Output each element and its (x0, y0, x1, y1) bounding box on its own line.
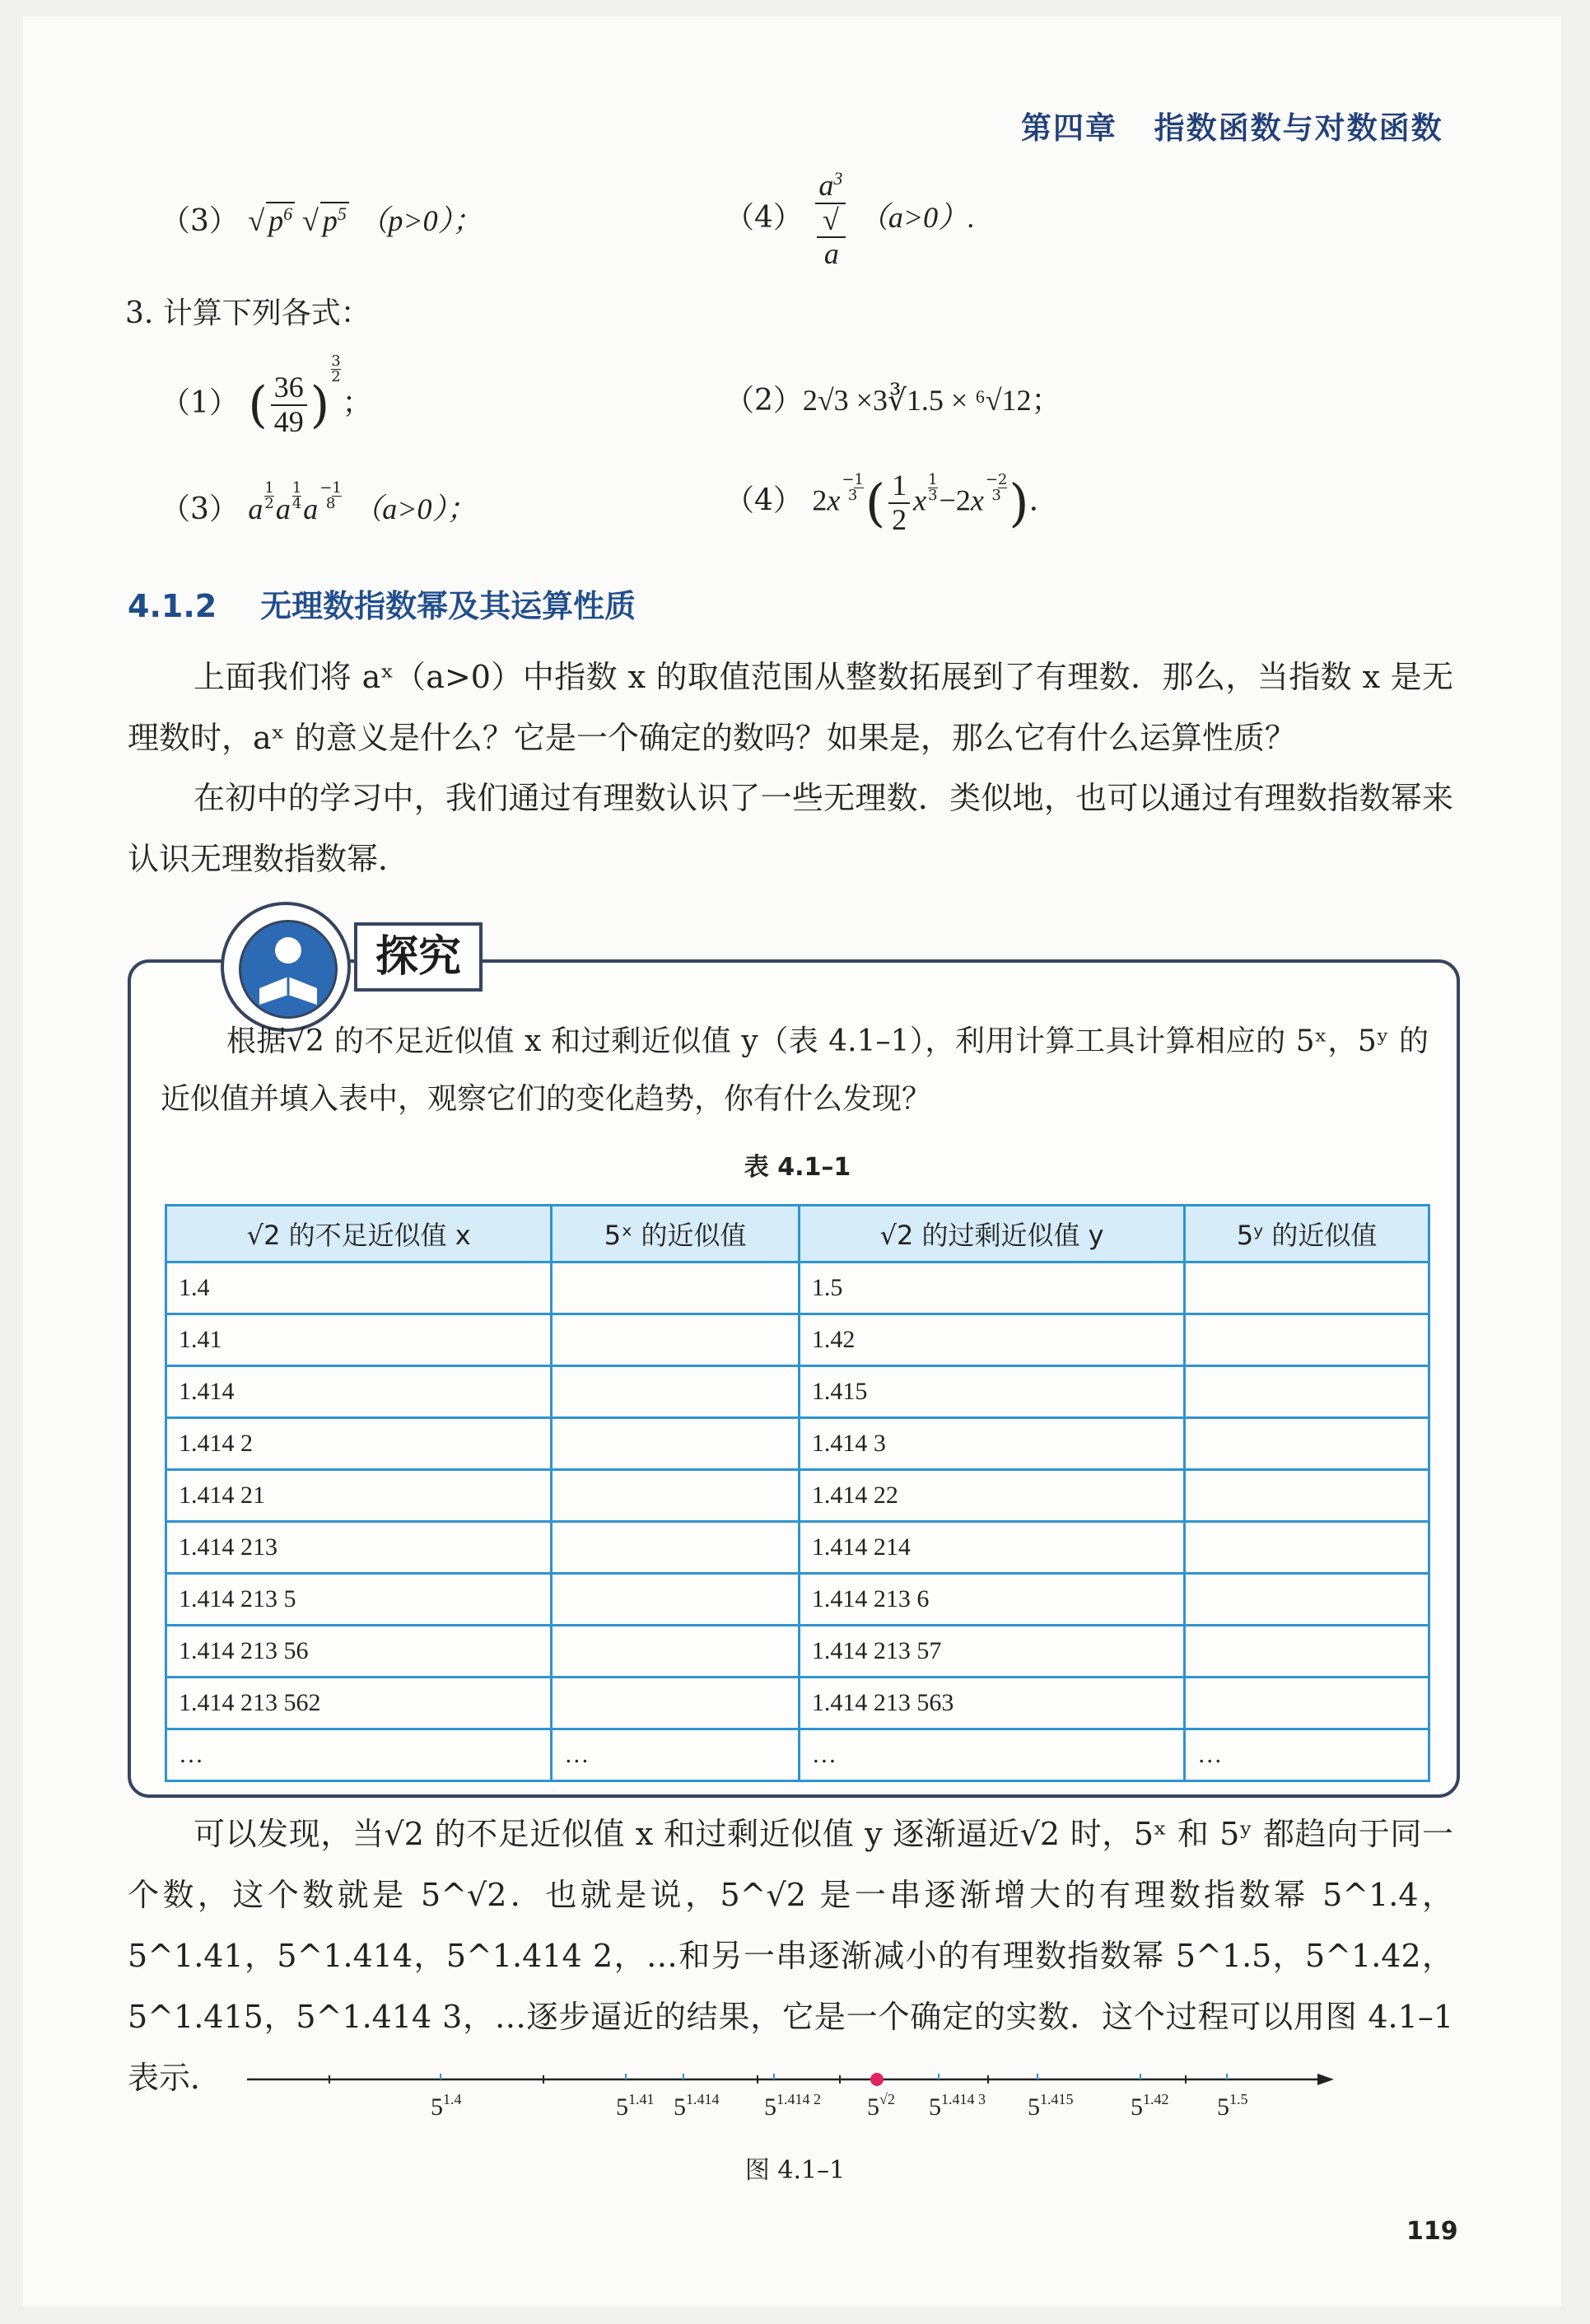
table-row (166, 1678, 1429, 1729)
table-cell: 1.41 (166, 1314, 552, 1366)
item-label: （3） (161, 204, 239, 238)
table-cell: 1.414 213 563 (799, 1678, 1184, 1729)
table-cell: … (799, 1729, 1184, 1781)
table-cell[interactable] (1185, 1470, 1429, 1522)
table-cell[interactable] (552, 1366, 800, 1418)
number-line-figure (247, 2059, 1350, 2149)
table-cell[interactable] (552, 1314, 800, 1366)
table-cell[interactable] (552, 1626, 800, 1678)
table-cell: 1.414 21 (166, 1470, 552, 1522)
table-cell: 1.414 213 (166, 1522, 552, 1574)
page-number: 119 (1406, 2217, 1458, 2246)
intro-paragraph-2: 在初中的学习中，我们通过有理数认识了一些无理数．类似地，也可以通过有理数指数幂来认识无理数指数幂． (128, 780, 1453, 877)
table-cell: 1.415 (799, 1366, 1184, 1418)
table-cell[interactable] (1185, 1366, 1429, 1418)
table-cell: 1.42 (799, 1314, 1184, 1366)
item-label: （1） (161, 386, 239, 420)
section-heading (128, 581, 636, 626)
exponent-denominator: 2 (331, 368, 341, 385)
item-label: （3） (161, 492, 239, 526)
item-label: （4） (725, 483, 803, 518)
table-caption: 表 4.1–1 (744, 1153, 851, 1182)
figure-caption: 图 4.1–1 (744, 2156, 846, 2185)
table-cell: 1.414 3 (799, 1418, 1184, 1470)
table-cell[interactable] (1185, 1418, 1429, 1470)
item-condition: （a>0）. (858, 200, 976, 234)
table-cell: … (1185, 1729, 1429, 1781)
column-header: 5ˣ 的近似值 (552, 1206, 800, 1262)
table-row (166, 1626, 1429, 1678)
power-label: $5^{1.41}$ (616, 2091, 655, 2121)
table-cell[interactable] (552, 1678, 800, 1729)
table-cell: 1.414 213 5 (166, 1574, 552, 1626)
table-row (166, 1262, 1429, 1314)
table-cell[interactable] (1185, 1626, 1429, 1678)
fraction-denominator: 49 (273, 405, 304, 438)
table-cell[interactable] (552, 1522, 800, 1574)
column-header: √2 的过剩近似值 y (799, 1206, 1184, 1262)
table-row (166, 1470, 1429, 1522)
table-cell[interactable] (552, 1574, 800, 1626)
approximation-table (165, 1204, 1430, 1782)
fraction-numerator: 36 (271, 371, 307, 406)
power-label: $5^{1.4}$ (431, 2091, 462, 2121)
table-cell[interactable] (1185, 1574, 1429, 1626)
table-row (166, 1729, 1429, 1781)
explore-text: 根据√2 的不足近似值 x 和过剩近似值 y（表 4.1–1），利用计算工具计算相应的 5ˣ，5ʸ 的近似值并填入表中，观察它们的变化趋势，你有什么发现？ (161, 1024, 1429, 1116)
exercise-3-item-4: （4） 2x−1 3 ( $\frac{1}{2}$ x $\frac{1}{3}$ −2x−2 3 ). (725, 469, 1039, 536)
power-label: $5^{1.415}$ (1028, 2091, 1074, 2121)
section-number: 4.1.2 (128, 588, 217, 624)
table-cell: … (166, 1729, 552, 1781)
sqrt2-point (870, 2073, 884, 2086)
section-title: 无理数指数幂及其运算性质 (260, 588, 636, 624)
power-label: $5^{√2}$ (867, 2091, 895, 2121)
table-cell: 1.414 22 (799, 1470, 1184, 1522)
intro-paragraph-1: 上面我们将 aˣ（a>0）中指数 x 的取值范围从整数拓展到了有理数．那么，当指数 x 是无理数时，aˣ 的意义是什么？它是一个确定的数吗？如果是，那么它有什么运算性质？ (128, 659, 1453, 756)
chapter-header (1021, 103, 1443, 147)
table-cell[interactable] (552, 1262, 800, 1314)
prev-exercise-item-4: （4） $a^3$ √ a （a>0）. (725, 168, 976, 271)
exercise-3-title: 3. 计算下列各式： (125, 296, 371, 330)
table-cell[interactable] (1185, 1522, 1429, 1574)
chapter-number: 第四章 (1021, 110, 1117, 146)
explore-label: 探究 (354, 922, 483, 992)
column-header: 5ʸ 的近似值 (1185, 1206, 1429, 1262)
table-cell: 1.414 214 (799, 1522, 1184, 1574)
table-cell: 1.414 2 (166, 1418, 552, 1470)
table-cell[interactable] (1185, 1262, 1429, 1314)
power-label: $5^{1.414 3}$ (929, 2091, 986, 2121)
item-label: （4） (725, 200, 803, 235)
table-cell: 1.414 (166, 1366, 552, 1418)
power-label: $5^{1.414 2}$ (764, 2091, 821, 2121)
table-cell: 1.4 (166, 1262, 552, 1314)
table-row (166, 1418, 1429, 1470)
arrow-head-icon (1317, 2074, 1334, 2085)
item-expression: 2√3 ×3∛1.5 × ⁶√12； (802, 384, 1061, 417)
exponent-numerator: 3 (331, 352, 341, 370)
chapter-title: 指数函数与对数函数 (1154, 110, 1443, 146)
prev-exercise-item-3: （3） √ $p^6$ √ $p^5$ （p>0）； (161, 203, 483, 238)
power-label: $5^{1.5}$ (1217, 2091, 1248, 2121)
table-cell: 1.5 (799, 1262, 1184, 1314)
item-label: （2） (725, 384, 803, 418)
item-condition: （p>0）； (358, 204, 483, 237)
table-cell[interactable] (1185, 1678, 1429, 1729)
power-label: $5^{1.42}$ (1131, 2091, 1169, 2121)
table-row (166, 1574, 1429, 1626)
table-cell[interactable] (552, 1470, 800, 1522)
conclusion-paragraph: 可以发现，当√2 的不足近似值 x 和过剩近似值 y 逐渐逼近√2 时，5ˣ 和 5ʸ 都趋向于同一个数，这个数就是 5^√2．也就是说，5^√2 是一串逐渐增大的有理数指数幂 5^1.4，5^1.41，5^1.414，5^1.414 2，…和另一串逐渐减小的有理数指数幂 5^1.5，5^1.42，5^1.415，5^1.414 3，…逐步逼近的结果，它是一个确定的实数．这个过程可以用图 4.1–1 表示． (128, 1816, 1453, 2096)
exercise-3-item-2 (725, 377, 1061, 419)
table-cell: … (552, 1729, 800, 1781)
table-row (166, 1314, 1429, 1366)
table-cell[interactable] (1185, 1314, 1429, 1366)
table-cell: 1.414 213 562 (166, 1678, 552, 1729)
table-cell: 1.414 213 6 (799, 1574, 1184, 1626)
column-header: √2 的不足近似值 x (166, 1206, 552, 1262)
exercise-3-item-3: （3） a $\frac{1}{2}$ a $\frac{1}{4}$ a−1 8 （a>0）； (161, 479, 477, 526)
table-row (166, 1366, 1429, 1418)
exercise-3-item-1: （1） ( $\frac{36}{49}$ ) $\frac{3}{2}$ ； (161, 352, 372, 438)
table-cell: 1.414 213 57 (799, 1626, 1184, 1678)
item-condition: （a>0）； (352, 492, 477, 525)
table-cell: 1.414 213 56 (166, 1626, 552, 1678)
table-row (166, 1522, 1429, 1574)
table-cell[interactable] (552, 1418, 800, 1470)
item-end: . (1028, 483, 1039, 518)
power-label: $5^{1.414}$ (674, 2091, 720, 2121)
